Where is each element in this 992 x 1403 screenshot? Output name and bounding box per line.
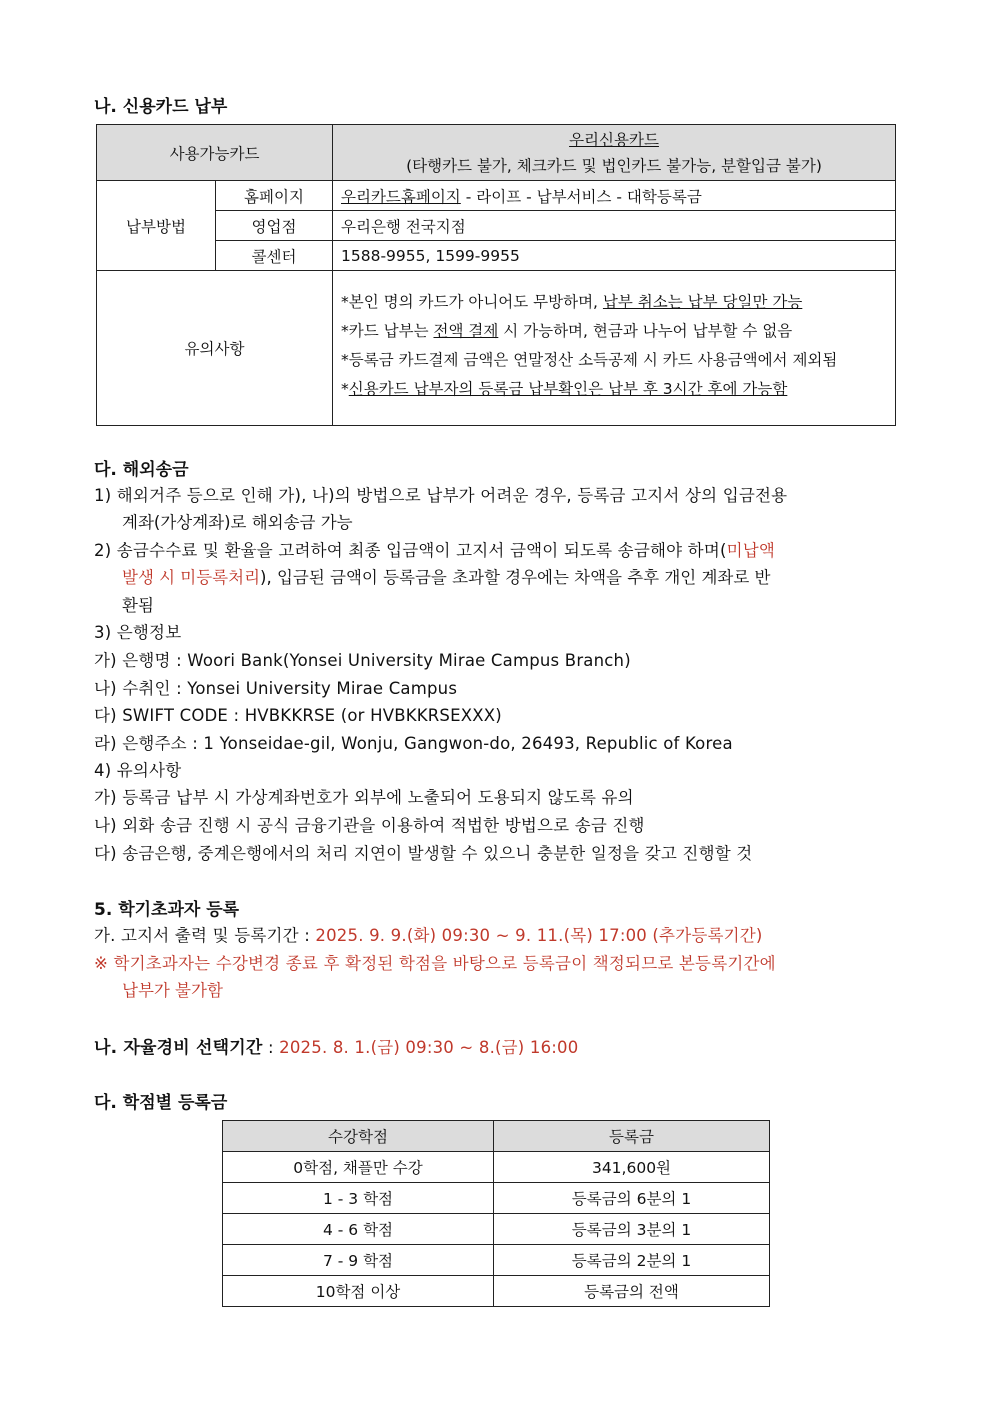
item-red-text: 미납액 [726,541,776,560]
cell-fee: 341,600원 [494,1152,770,1183]
note-1 [341,288,887,317]
cell-fee: 등록금의 2분의 1 [494,1245,770,1276]
note-text: *카드 납부는 [341,322,434,340]
note-3: *등록금 카드결제 금액은 연말정산 소득공제 시 카드 사용금액에서 제외됨 [341,351,838,369]
bank-name: 가) 은행명 : Woori Bank(Yonsei University Mirae Campus Branch) [94,651,631,670]
header-fee: 등록금 [494,1121,770,1152]
note-underline: 전액 결제 [433,322,499,340]
heading-credit-card: 나. 신용카드 납부 [94,97,228,117]
note-text: * [341,380,349,398]
note-underline: 납부 취소는 납부 당일만 가능 [602,293,803,311]
credit-fee-table [222,1120,770,1307]
cell-fee: 등록금의 6분의 1 [494,1183,770,1214]
cell-fee: 등록금의 3분의 1 [494,1214,770,1245]
header-credits: 수강학점 [223,1121,494,1152]
fee-period-label: 나. 자율경비 선택기간 [94,1038,263,1058]
item-2a [94,537,775,561]
table-row [223,1276,770,1307]
cell-credits: 7 - 9 학점 [223,1245,494,1276]
method-key: 콜센터 [216,241,333,271]
card-cell [333,125,896,181]
method-label: 납부방법 [97,181,216,271]
notes-label: 유의사항 [97,271,333,426]
item-2b [122,564,770,588]
fee-period-date: 2025. 8. 1.(금) 09:30 ~ 8.(금) 16:00 [279,1038,579,1057]
bank-recipient: 나) 수취인 : Yonsei University Mirae Campus [94,679,458,698]
cell-credits: 10학점 이상 [223,1276,494,1307]
note-text: *본인 명의 카드가 아니어도 무방하며, [341,293,603,311]
bank-address: 라) 은행주소 : 1 Yonseidae-gil, Wonju, Gangwon-do, 26493, Republic of Korea [94,734,733,753]
method-key: 영업점 [216,211,333,241]
cell-credits: 4 - 6 학점 [223,1214,494,1245]
autonomous-fee-period [94,1033,578,1058]
credit-card-table [96,124,896,426]
method-key: 홈페이지 [216,181,333,211]
table-row [223,1183,770,1214]
cell-fee: 등록금의 전액 [494,1276,770,1307]
print-period [94,922,763,946]
method-value: 우리은행 전국지점 [333,211,896,241]
table-row [223,1214,770,1245]
notes-cell [333,271,896,426]
bank-swift: 다) SWIFT CODE : HVBKKRSE (or HVBKKRSEXXX) [94,706,502,725]
table-row [223,1245,770,1276]
warning-a: ※ 학기초과자는 수강변경 종료 후 확정된 학점을 바탕으로 등록금이 책정되므로 본등록기간에 [94,954,776,973]
caution-1: 가) 등록금 납부 시 가상계좌번호가 외부에 노출되어 도용되지 않도록 유의 [94,788,634,807]
heading-credit-fee: 다. 학점별 등록금 [94,1093,228,1113]
note-underline: 신용카드 납부자의 등록금 납부확인은 납부 후 3시간 후에 가능함 [348,380,788,398]
heading-overdue-registration: 5. 학기초과자 등록 [94,900,240,920]
fee-period-colon: : [262,1038,280,1057]
method-value: 1588-9955, 1599-9955 [333,241,896,271]
card-name: 우리신용카드 [569,130,659,149]
card-homepage-link[interactable]: 우리카드홈페이지 [341,187,461,206]
card-note: (타행카드 불가, 체크카드 및 법인카드 불가능, 분할입금 불가) [406,156,822,175]
item-text: ), 입금된 금액이 등록금을 초과할 경우에는 차액을 추후 개인 계좌로 반 [260,568,771,587]
item-1a: 1) 해외거주 등으로 인해 가), 나)의 방법으로 납부가 어려운 경우, 등록금 고지서 상의 입금전용 [94,486,788,505]
method-value [333,181,896,211]
cell-credits: 1 - 3 학점 [223,1183,494,1214]
caution-3: 다) 송금은행, 중계은행에서의 처리 지연이 발생할 수 있으니 충분한 일정을 갖고 진행할 것 [94,844,753,863]
table-header-row [223,1121,770,1152]
period-label: 가. 고지서 출력 및 등록기간 : [94,926,316,945]
item-2c: 환됨 [122,596,154,615]
item-3: 3) 은행정보 [94,623,182,642]
caution-2: 나) 외화 송금 진행 시 공식 금융기관을 이용하여 적법한 방법으로 송금 진행 [94,816,645,835]
item-text: 2) 송금수수료 및 환율을 고려하여 최종 입금액이 고지서 금액이 되도록 송금해야 하며( [94,541,727,560]
table-row [223,1152,770,1183]
item-4: 4) 유의사항 [94,761,182,780]
note-4 [341,375,887,404]
heading-overseas-remittance: 다. 해외송금 [94,460,189,480]
item-1b: 계좌(가상계좌)로 해외송금 가능 [122,513,353,532]
item-red-text: 발생 시 미등록처리 [122,568,261,587]
period-date: 2025. 9. 9.(화) 09:30 ~ 9. 11.(목) 17:00 (추가등록기간) [315,926,763,945]
note-text: 시 가능하며, 현금과 나누어 납부할 수 없음 [498,322,793,340]
card-label: 사용가능카드 [97,125,333,181]
warning-b: 납부가 불가함 [122,981,223,1000]
method-value-text: - 라이프 - 납부서비스 - 대학등록금 [460,187,702,206]
note-2 [341,317,887,346]
cell-credits: 0학점, 채플만 수강 [223,1152,494,1183]
